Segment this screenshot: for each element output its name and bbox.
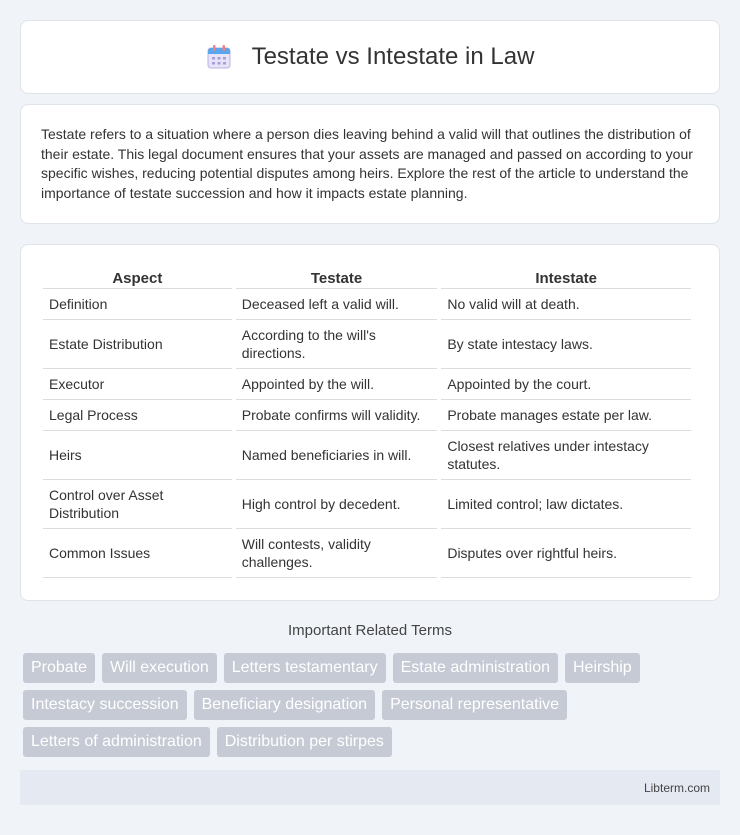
tag-estate-administration[interactable]: Estate administration	[393, 653, 558, 683]
table-cell: Legal Process	[43, 400, 232, 431]
table-cell: Will contests, validity challenges.	[236, 529, 438, 578]
calendar-icon	[206, 44, 232, 70]
header-card	[20, 20, 720, 94]
tag-will-execution[interactable]: Will execution	[102, 653, 217, 683]
title-wrap	[206, 43, 535, 71]
table-cell: Executor	[43, 369, 232, 400]
table-header-row	[43, 267, 691, 289]
table-row	[43, 480, 691, 529]
table-cell: Limited control; law dictates.	[441, 480, 691, 529]
table-row	[43, 289, 691, 320]
table-cell: According to the will's directions.	[236, 320, 438, 369]
comparison-table	[39, 267, 695, 578]
footer	[20, 770, 720, 805]
intro-card	[20, 104, 720, 224]
intro-text: Testate refers to a situation where a person dies leaving behind a valid will that outlines the distribution of their estate. This legal document ensures that your assets are managed and passed on according to your specific wishes, reducing potential disputes among heirs. Explore the rest of the article to understand the importance of testate succession and how it impacts estate planning.	[41, 126, 693, 201]
table-row	[43, 529, 691, 578]
page-title: Testate vs Intestate in Law	[251, 43, 535, 70]
table-cell: Probate manages estate per law.	[441, 400, 691, 431]
tag-row	[23, 653, 723, 683]
table-row	[43, 369, 691, 400]
column-header-testate: Testate	[236, 267, 438, 289]
tag-letters-of-administration[interactable]: Letters of administration	[23, 727, 210, 757]
table-cell: Appointed by the will.	[236, 369, 438, 400]
tag-personal-representative[interactable]: Personal representative	[382, 690, 567, 720]
table-cell: Deceased left a valid will.	[236, 289, 438, 320]
table-row	[43, 320, 691, 369]
table-cell: Named beneficiaries in will.	[236, 431, 438, 480]
table-cell: Common Issues	[43, 529, 232, 578]
table-cell: Estate Distribution	[43, 320, 232, 369]
table-cell: Closest relatives under intestacy statutes.	[441, 431, 691, 480]
tag-letters-testamentary[interactable]: Letters testamentary	[224, 653, 386, 683]
table-cell: High control by decedent.	[236, 480, 438, 529]
comparison-table-card	[20, 244, 720, 601]
tag-beneficiary-designation[interactable]: Beneficiary designation	[194, 690, 375, 720]
tag-probate[interactable]: Probate	[23, 653, 95, 683]
related-terms-list	[23, 653, 723, 764]
table-row	[43, 431, 691, 480]
table-cell: No valid will at death.	[441, 289, 691, 320]
tag-heirship[interactable]: Heirship	[565, 653, 640, 683]
table-cell: Disputes over rightful heirs.	[441, 529, 691, 578]
table-row	[43, 400, 691, 431]
table-cell: Probate confirms will validity.	[236, 400, 438, 431]
column-header-aspect: Aspect	[43, 267, 232, 289]
table-cell: Definition	[43, 289, 232, 320]
tag-row	[23, 690, 723, 720]
table-cell: Control over Asset Distribution	[43, 480, 232, 529]
tag-intestacy-succession[interactable]: Intestacy succession	[23, 690, 187, 720]
tag-distribution-per-stirpes[interactable]: Distribution per stirpes	[217, 727, 392, 757]
table-cell: Heirs	[43, 431, 232, 480]
table-cell: Appointed by the court.	[441, 369, 691, 400]
table-cell: By state intestacy laws.	[441, 320, 691, 369]
column-header-intestate: Intestate	[441, 267, 691, 289]
tag-row	[23, 727, 723, 757]
footer-site-link[interactable]: Libterm.com	[643, 780, 710, 795]
related-terms-title: Important Related Terms	[288, 622, 452, 639]
